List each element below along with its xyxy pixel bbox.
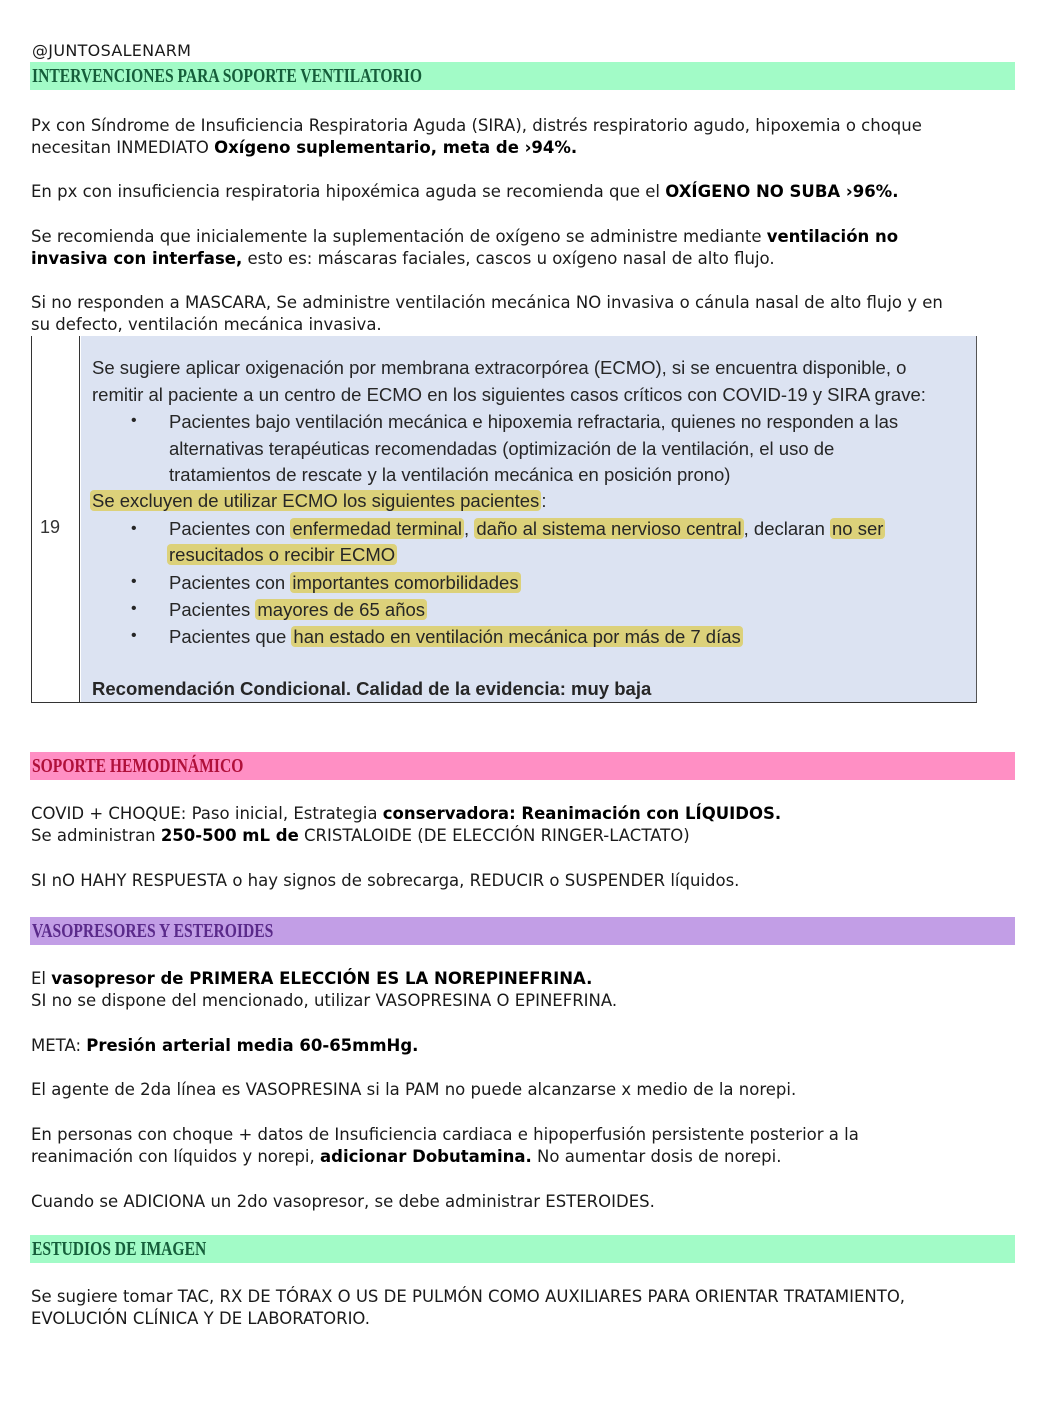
paragraph-segunda-linea: El agente de 2da línea es VASOPRESINA si la PAM no puede alcanzarse x medio de la norepi. bbox=[31, 1080, 797, 1099]
bullet-1-line-3: tratamientos de rescate y la ventilación mecánica en posición prono) bbox=[169, 464, 731, 485]
bullet-1-line-2: alternativas terapéuticas recomendadas (optimización de la ventilación, el uso de bbox=[169, 438, 835, 459]
section-header-imagen: ESTUDIOS DE IMAGEN bbox=[30, 1235, 1015, 1263]
paragraph-meta: META: Presión arterial media 60-65mmHg. bbox=[31, 1036, 419, 1055]
bullet-2: • bbox=[131, 520, 137, 537]
paragraph-sobrecarga: SI nO HAHY RESPUESTA o hay signos de sobrecarga, REDUCIR o SUSPENDER líquidos. bbox=[31, 871, 740, 890]
paragraph-norepinefrina: El vasopresor de PRIMERA ELECCIÓN ES LA NOREPINEFRINA. SI no se dispone del mencionado, utilizar VASOPRESINA O EPINEFRINA. bbox=[31, 969, 618, 1010]
bullet-2-line-1: Pacientes con enfermedad terminal , daño al sistema nervioso central , declaran no ser bbox=[169, 518, 884, 539]
bullet-5: • bbox=[131, 627, 137, 644]
bullet-3-line: Pacientes con importantes comorbilidades bbox=[169, 572, 519, 593]
paragraph-sira: Px con Síndrome de Insuficiencia Respiratoria Aguda (SIRA), distrés respiratorio agudo, hipoxemia o choque necesitan INMEDIATO Oxígeno suplementario, meta de ›94%. bbox=[31, 116, 922, 157]
recommendation-number-cell: 19 bbox=[32, 336, 80, 702]
paragraph-esteroides: Cuando se ADICIONA un 2do vasopresor, se debe administrar ESTEROIDES. bbox=[31, 1192, 655, 1211]
paragraph-choque: COVID + CHOQUE: Paso inicial, Estrategia conservadora: Reanimación con LÍQUIDOS. Se administran 250-500 mL de CRISTALOIDE (DE ELECCIÓN RINGER-LACTATO) bbox=[31, 804, 782, 845]
table-intro-line-2: remitir al paciente a un centro de ECMO en los siguientes casos críticos con COVID-19 y SIRA grave: bbox=[92, 384, 926, 405]
bullet-1: • bbox=[131, 412, 137, 429]
table-intro-line-1: Se sugiere aplicar oxigenación por membrana extracorpórea (ECMO), si se encuentra disponible, o bbox=[92, 357, 907, 378]
paragraph-mascara: Si no responden a MASCARA, Se administre ventilación mecánica NO invasiva o cánula nasal de alto flujo y en su defecto, ventilación mecánica invasiva. bbox=[31, 293, 943, 334]
section-header-hemodinamico: SOPORTE HEMODINÁMICO bbox=[30, 752, 1015, 780]
bullet-2-line-2: resucitados o recibir ECMO bbox=[169, 544, 396, 565]
paragraph-imagen: Se sugiere tomar TAC, RX DE TÓRAX O US DE PULMÓN COMO AUXILIARES PARA ORIENTAR TRATAMIENTO, EVOLUCIÓN CLÍNICA Y DE LABORATORIO. bbox=[31, 1287, 906, 1328]
ecmo-recommendation-table bbox=[31, 336, 977, 703]
bullet-3: • bbox=[131, 573, 137, 590]
paragraph-dobutamina: En personas con choque + datos de Insuficiencia cardiaca e hipoperfusión persistente posterior a la reanimación con líquidos y norepi, adicionar Dobutamina. No aumentar dosis de norepi. bbox=[31, 1125, 859, 1166]
table-footer: Recomendación Condicional. Calidad de la evidencia: muy baja bbox=[92, 678, 652, 699]
bullet-4-line: Pacientes mayores de 65 años bbox=[169, 599, 426, 620]
exclusion-heading: Se excluyen de utilizar ECMO los siguientes pacientes : bbox=[92, 490, 547, 511]
section-header-vasopresores: VASOPRESORES Y ESTEROIDES bbox=[30, 917, 1015, 945]
paragraph-oxigeno-max: En px con insuficiencia respiratoria hipoxémica aguda se recomienda que el OXÍGENO NO SUBA ›96%. bbox=[31, 182, 899, 201]
author-handle: @JUNTOSALENARM bbox=[32, 41, 192, 60]
recommendation-text-cell bbox=[81, 336, 977, 702]
bullet-4: • bbox=[131, 600, 137, 617]
bullet-1-line-1: Pacientes bajo ventilación mecánica e hipoxemia refractaria, quienes no responden a las bbox=[169, 411, 899, 432]
section-header-ventilatorio: INTERVENCIONES PARA SOPORTE VENTILATORIO bbox=[30, 62, 1015, 90]
bullet-5-line: Pacientes que han estado en ventilación mecánica por más de 7 días bbox=[169, 626, 741, 647]
paragraph-ventilacion-no-invasiva: Se recomienda que inicialemente la suplementación de oxígeno se administre mediante ventilación no invasiva con interfase, esto es: máscaras faciales, cascos u oxígeno nasal de alto flujo. bbox=[31, 227, 899, 268]
